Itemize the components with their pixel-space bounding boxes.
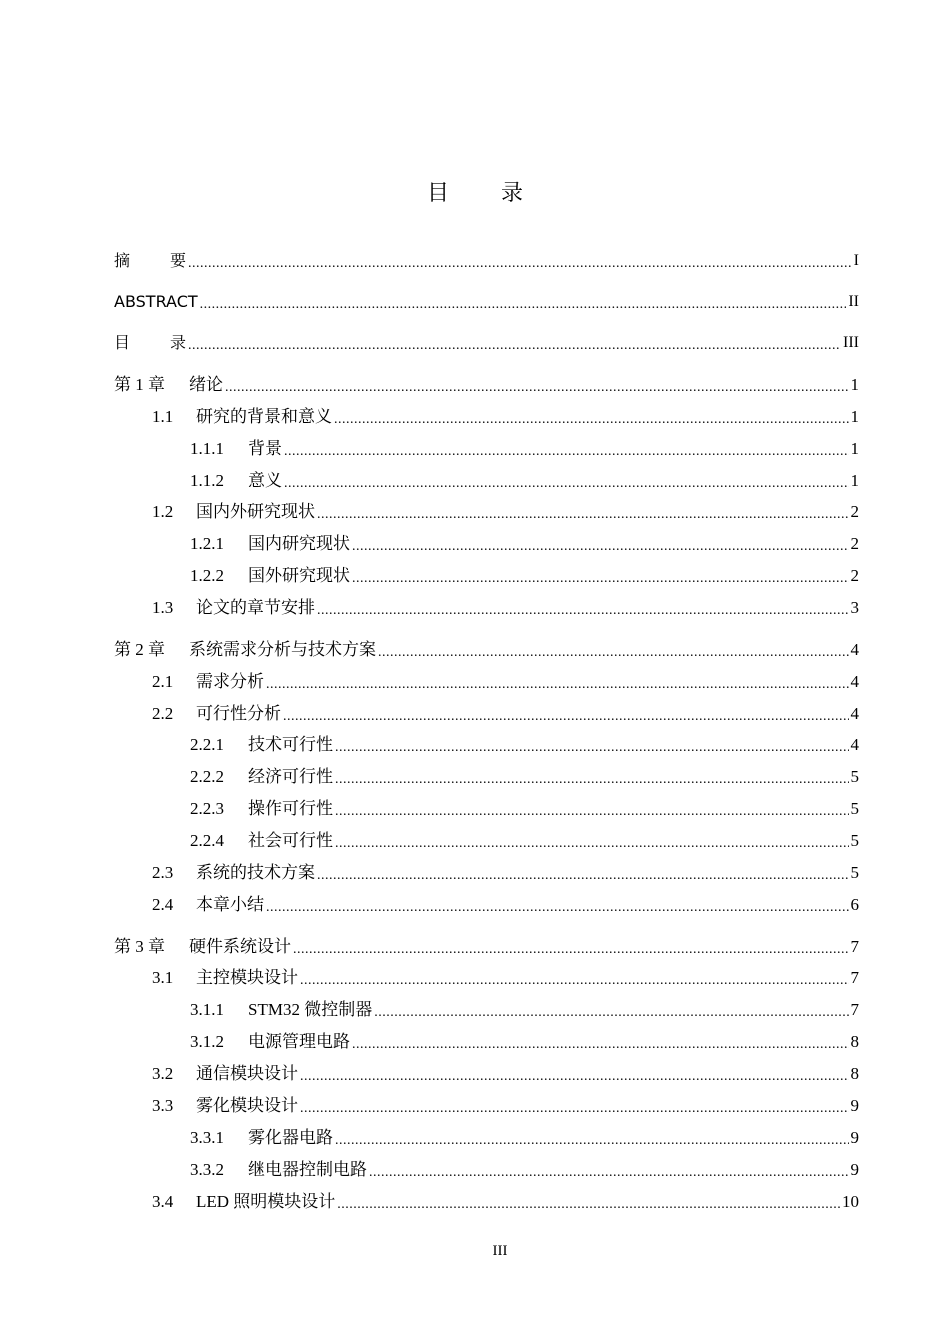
toc-entry-label: 继电器控制电路 (248, 1160, 367, 1179)
toc-entry-subsection[interactable] (190, 531, 859, 555)
toc-entry-number: 3.1 (152, 968, 174, 987)
toc-leader-dots (266, 898, 849, 916)
toc-leader-dots (335, 834, 849, 852)
toc-entry-number: 3.3.1 (190, 1128, 224, 1147)
toc-entry-number: 3.1.1 (190, 1000, 224, 1019)
toc-entry-contents[interactable] (114, 330, 859, 354)
toc-entry-subsection[interactable] (190, 732, 859, 756)
toc-page-number: 4 (850, 704, 859, 723)
toc-leader-dots (293, 940, 849, 958)
toc-entry-subsection[interactable] (190, 563, 859, 587)
toc-entry-section[interactable] (152, 1061, 859, 1085)
toc-entry-number: 1.1 (152, 407, 174, 426)
page-title-part2: 录 (501, 181, 524, 206)
toc-entry-number: 3.1.2 (190, 1032, 224, 1051)
toc-entry-section[interactable] (152, 965, 859, 989)
toc-leader-dots (283, 707, 849, 725)
toc-page-number: 6 (850, 895, 859, 914)
toc-entry-label: 雾化器电路 (248, 1128, 333, 1147)
page-title-part1: 目 (426, 181, 449, 206)
toc-page-number: 3 (850, 598, 859, 617)
toc-leader-dots (369, 1163, 849, 1181)
toc-leader-dots (200, 295, 847, 313)
toc-entry-label: 通信模块设计 (196, 1064, 298, 1083)
toc-entry-abstract-en[interactable] (114, 289, 859, 313)
toc-entry-subsection[interactable] (190, 1157, 859, 1181)
toc-entry-label: 电源管理电路 (248, 1032, 350, 1051)
toc-entry-subsection[interactable] (190, 828, 859, 852)
toc-entry-subsection[interactable] (190, 997, 859, 1021)
toc-entry-chapter[interactable] (114, 934, 859, 958)
toc-leader-dots (300, 1099, 849, 1117)
toc-entry-label: 系统需求分析与技术方案 (189, 640, 376, 659)
toc-entry-label: 主控模块设计 (196, 968, 298, 987)
toc-entry-chapter[interactable] (114, 372, 859, 396)
toc-entry-label: 硬件系统设计 (189, 937, 291, 956)
toc-entry-label: 摘 要 (114, 251, 187, 270)
toc-entry-label: 本章小结 (196, 895, 264, 914)
toc-entry-number: 1.2 (152, 502, 174, 521)
toc-leader-dots (335, 770, 849, 788)
toc-entry-number: 3.2 (152, 1064, 174, 1083)
toc-entry-label: 技术可行性 (248, 735, 333, 754)
toc-entry-label: 目 录 (114, 333, 187, 352)
toc-entry-label: 系统的技术方案 (196, 863, 315, 882)
toc-entry-number: 3.3.2 (190, 1160, 224, 1179)
toc-page-number: 5 (850, 863, 859, 882)
toc-entry-number: 2.2.2 (190, 767, 224, 786)
toc-page-number: 4 (850, 735, 859, 754)
toc-entry-abstract-cn[interactable] (114, 248, 859, 272)
toc-entry-chapter[interactable] (114, 637, 859, 661)
toc-entry-section[interactable] (152, 1093, 859, 1117)
toc-entry-number: 2.2 (152, 704, 174, 723)
toc-entry-number: 3.4 (152, 1192, 174, 1211)
toc-entry-label: 意义 (248, 471, 282, 490)
toc-entry-section[interactable] (152, 595, 859, 619)
toc-entry-subsection[interactable] (190, 1029, 859, 1053)
toc-page-number: 4 (850, 672, 859, 691)
toc-entry-number: 2.2.4 (190, 831, 224, 850)
toc-entry-section[interactable] (152, 499, 859, 523)
toc-page-number: 8 (850, 1032, 859, 1051)
toc-entry-number: 2.1 (152, 672, 174, 691)
toc-entry-number: 第 1 章 (114, 375, 165, 394)
toc-leader-dots (266, 675, 849, 693)
toc-page-number: 7 (850, 968, 859, 987)
toc-entry-subsection[interactable] (190, 468, 859, 492)
toc-leader-dots (188, 336, 841, 354)
toc-entry-label: 绪论 (189, 375, 223, 394)
toc-entry-number: 第 2 章 (114, 640, 165, 659)
toc-page-number: 10 (842, 1192, 859, 1211)
toc-entry-label: 研究的背景和意义 (196, 407, 332, 426)
toc-page-number: 1 (850, 471, 859, 490)
toc-entry-section[interactable] (152, 701, 859, 725)
toc-entry-subsection[interactable] (190, 796, 859, 820)
toc-leader-dots (335, 1131, 849, 1149)
toc-entry-number: 1.2.2 (190, 566, 224, 585)
toc-page-number: 5 (850, 799, 859, 818)
toc-page-number: 1 (850, 439, 859, 458)
toc-entry-label: 论文的章节安排 (196, 598, 315, 617)
toc-leader-dots (317, 505, 849, 523)
toc-page-number: 8 (850, 1064, 859, 1083)
toc-entry-number: 1.2.1 (190, 534, 224, 553)
toc-entry-number: 2.2.3 (190, 799, 224, 818)
toc-page-number: 2 (850, 502, 859, 521)
toc-entry-number: 1.3 (152, 598, 174, 617)
toc-leader-dots (374, 1003, 848, 1021)
toc-entry-label: 国外研究现状 (248, 566, 350, 585)
toc-entry-number: 1.1.1 (190, 439, 224, 458)
toc-entry-label: 社会可行性 (248, 831, 333, 850)
toc-leader-dots (337, 1195, 840, 1213)
toc-leader-dots (352, 537, 849, 555)
toc-entry-subsection[interactable] (190, 764, 859, 788)
toc-page-number: II (848, 293, 859, 310)
toc-leader-dots (300, 971, 849, 989)
toc-entry-label: STM32 微控制器 (248, 1000, 373, 1019)
toc-entry-number: 第 3 章 (114, 937, 165, 956)
toc-entry-label: 国内外研究现状 (196, 502, 315, 521)
page-title (0, 178, 950, 210)
toc-leader-dots (334, 410, 849, 428)
toc-entry-label: 背景 (248, 439, 282, 458)
toc-leader-dots (188, 254, 852, 272)
toc-page-number: 7 (850, 1000, 859, 1019)
toc-page-number: 1 (850, 407, 859, 426)
toc-entry-label: 雾化模块设计 (196, 1096, 298, 1115)
toc-entry-section[interactable] (152, 860, 859, 884)
toc-page-number: 4 (850, 640, 859, 659)
toc-entry-label: 操作可行性 (248, 799, 333, 818)
toc-entry-subsection[interactable] (190, 1125, 859, 1149)
toc-entry-section[interactable] (152, 404, 859, 428)
toc-entry-section[interactable] (152, 669, 859, 693)
toc-entry-label: 需求分析 (196, 672, 264, 691)
toc-page-number: 2 (850, 566, 859, 585)
toc-page-number: 1 (850, 375, 859, 394)
toc-page-number: III (843, 334, 859, 351)
toc-entry-section[interactable] (152, 1189, 859, 1213)
toc-entry-label: ABSTRACT (114, 292, 198, 311)
toc-leader-dots (284, 474, 849, 492)
toc-entry-label: LED 照明模块设计 (196, 1192, 336, 1211)
toc-entry-section[interactable] (152, 892, 859, 916)
toc-leader-dots (317, 866, 849, 884)
toc-entry-subsection[interactable] (190, 436, 859, 460)
footer-page-number: III (492, 1243, 508, 1259)
toc-leader-dots (317, 601, 849, 619)
toc-leader-dots (284, 442, 849, 460)
toc-page-number: 5 (850, 831, 859, 850)
toc-leader-dots (335, 738, 849, 756)
toc-entry-number: 3.3 (152, 1096, 174, 1115)
toc-leader-dots (225, 378, 849, 396)
toc-entry-label: 经济可行性 (248, 767, 333, 786)
toc-page-number: 2 (850, 534, 859, 553)
toc-entry-label: 国内研究现状 (248, 534, 350, 553)
toc-leader-dots (335, 802, 849, 820)
toc-leader-dots (352, 1035, 849, 1053)
toc-entry-number: 2.4 (152, 895, 174, 914)
toc-entry-label: 可行性分析 (196, 704, 281, 723)
toc-entry-number: 1.1.2 (190, 471, 224, 490)
toc-page-number: I (853, 252, 859, 269)
toc-entry-number: 2.3 (152, 863, 174, 882)
toc-page-number: 9 (850, 1096, 859, 1115)
toc-leader-dots (378, 643, 849, 661)
toc-leader-dots (352, 569, 849, 587)
toc-entry-number: 2.2.1 (190, 735, 224, 754)
toc-leader-dots (300, 1067, 849, 1085)
toc-page-number: 5 (850, 767, 859, 786)
toc-page-number: 9 (850, 1160, 859, 1179)
toc-page-number: 7 (850, 937, 859, 956)
toc-page-number: 9 (850, 1128, 859, 1147)
